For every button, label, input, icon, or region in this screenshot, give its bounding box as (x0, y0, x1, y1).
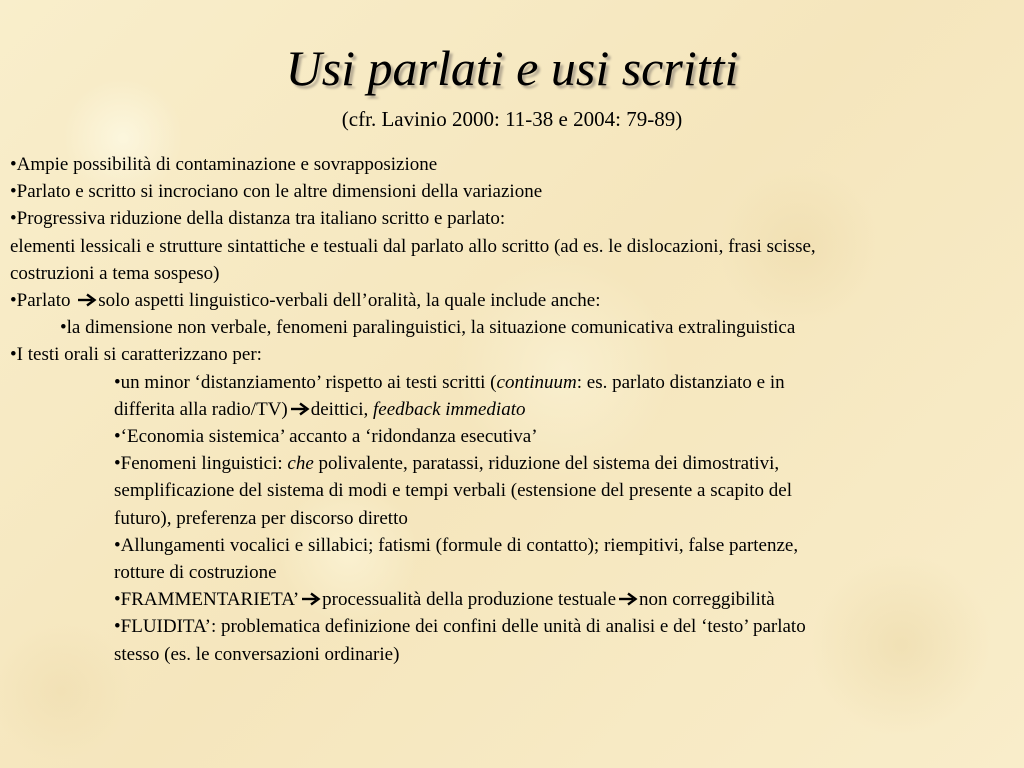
bullet-text: •Ampie possibilità di contaminazione e sovrapposizione (10, 154, 438, 175)
bullet-text: deittici, (310, 398, 374, 420)
subbullet-continuation (10, 396, 1014, 423)
slide-title: Usi parlati e usi scritti (285, 40, 739, 96)
bullet-text: futuro), preferenza per discorso diretto (114, 507, 408, 529)
arrow-right-icon (618, 592, 638, 606)
bullet-emphasis: continuum (496, 371, 577, 393)
bullet-text: •FRAMMENTARIETA’ (114, 589, 300, 611)
bullet-text: •Parlato e scritto si incrociano con le altre dimensioni della variazione (10, 181, 543, 203)
subbullet-fluidita (10, 613, 1014, 640)
bullet-text: •I testi orali si caratterizzano per: (10, 344, 262, 366)
bullet-text: polivalente, paratassi, riduzione del sistema dei dimostrativi, (313, 453, 780, 475)
bullet-contaminazione (10, 151, 1014, 178)
bullet-text: elementi lessicali e strutture sintattiche e testuali dal parlato allo scritto (ad es. le dislocazioni, frasi scisse, (10, 235, 816, 257)
arrow-right-icon (301, 592, 321, 606)
subbullet-distanziamento (10, 369, 1014, 396)
subbullet-fenomeni (10, 450, 1014, 477)
bullet-continuation (10, 233, 1014, 260)
bullet-text: costruzioni a tema sospeso) (10, 262, 220, 284)
subbullet-continuation (10, 641, 1014, 668)
bullet-testi-orali (10, 341, 1014, 368)
bullet-text: •la dimensione non verbale, fenomeni paralinguistici, la situazione comunicativa extralinguistica (60, 317, 796, 339)
subbullet-continuation (10, 505, 1014, 532)
bullet-text: stesso (es. le conversazioni ordinarie) (114, 643, 400, 665)
bullet-continuation (10, 260, 1014, 287)
subbullet-continuation (10, 559, 1014, 586)
bullet-text: •Progressiva riduzione della distanza tra italiano scritto e parlato: (10, 208, 506, 230)
bullet-text: non correggibilità (639, 589, 775, 611)
bullet-emphasis: feedback immediato (373, 398, 526, 420)
bullet-text: solo aspetti linguistico-verbali dell’oralità, la quale include anche: (98, 290, 601, 312)
arrow-right-icon (77, 293, 97, 307)
bullet-text: •Fenomeni linguistici: (114, 453, 288, 475)
bullet-text: : es. parlato distanziato e in (576, 371, 785, 393)
bullet-text: processualità della produzione testuale (322, 589, 617, 611)
bullet-parlato (10, 287, 1014, 314)
bullet-text: •un minor ‘distanziamento’ rispetto ai testi scritti ( (114, 371, 497, 393)
slide-subtitle: (cfr. Lavinio 2000: 11-38 e 2004: 79-89) (341, 107, 683, 131)
subbullet-continuation (10, 477, 1014, 504)
subbullet-frammentarieta (10, 586, 1014, 613)
subbullet-allungamenti (10, 532, 1014, 559)
bullet-text: differita alla radio/TV) (114, 398, 288, 420)
bullet-emphasis: che (287, 453, 314, 475)
slide-body (10, 151, 1014, 668)
subbullet-economia (10, 423, 1014, 450)
bullet-text: •Parlato (10, 290, 76, 312)
bullet-text: rotture di costruzione (114, 562, 277, 584)
bullet-riduzione-distanza (10, 205, 1014, 232)
subbullet-dimensione-non-verbale (10, 314, 1014, 341)
bullet-variazione (10, 178, 1014, 205)
bullet-text: semplificazione del sistema di modi e tempi verbali (estensione del presente a scapito del (114, 480, 792, 502)
bullet-text: •FLUIDITA’: problematica definizione dei confini delle unità di analisi e del ‘testo’ parlato (114, 616, 806, 638)
arrow-right-icon (290, 402, 310, 416)
bullet-text: •‘Economia sistemica’ accanto a ‘ridondanza esecutiva’ (114, 426, 538, 448)
bullet-text: •Allungamenti vocalici e sillabici; fatismi (formule di contatto); riempitivi, false partenze, (114, 534, 799, 556)
